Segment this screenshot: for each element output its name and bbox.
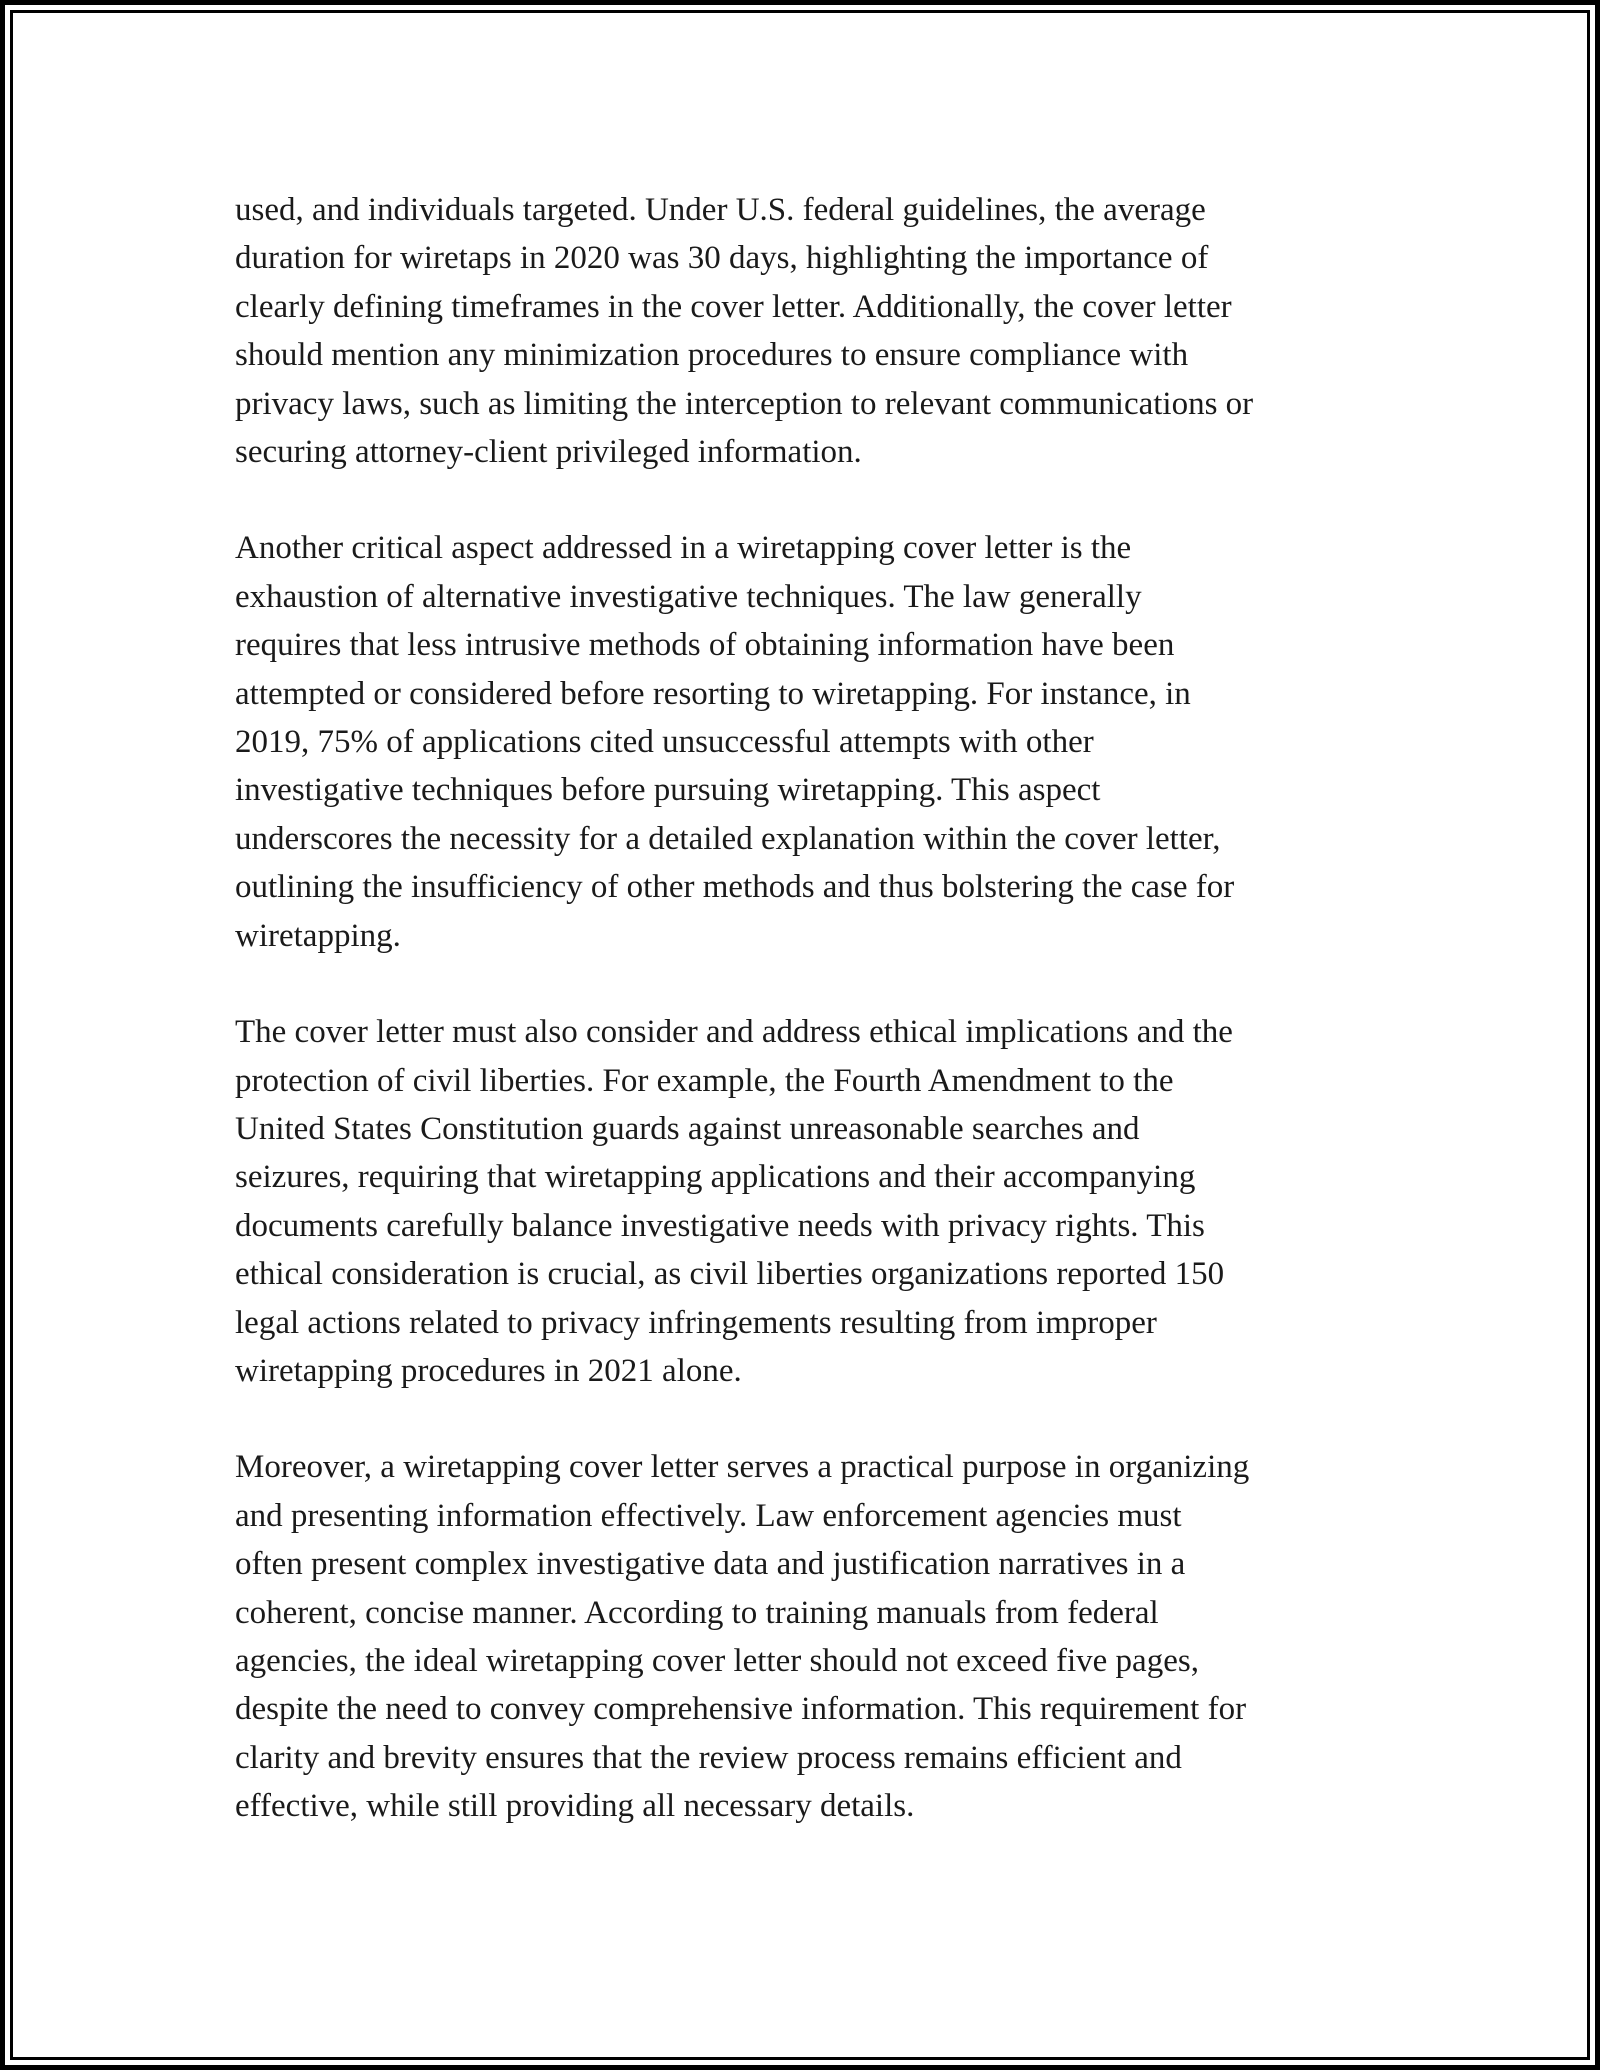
text-line: duration for wiretaps in 2020 was 30 days, highlighting the importance of [235, 240, 1209, 277]
text-line: and presenting information effectively. Law enforcement agencies must [235, 1497, 1182, 1534]
text-line: wiretapping procedures in 2021 alone. [235, 1352, 742, 1389]
text-line: securing attorney-client privileged information. [235, 434, 862, 471]
text-line: should mention any minimization procedures to ensure compliance with [235, 337, 1189, 374]
text-line: outlining the insufficiency of other methods and thus bolstering the case for [235, 869, 1235, 906]
document-body [235, 186, 1375, 1831]
text-line: underscores the necessity for a detailed explanation within the cover letter, [235, 820, 1221, 857]
text-line: often present complex investigative data and justification narratives in a [235, 1546, 1186, 1583]
paragraph-ethical-implications [235, 1008, 1375, 1395]
text-line: coherent, concise manner. According to training manuals from federal [235, 1594, 1159, 1631]
text-line: wiretapping. [235, 917, 401, 954]
text-line: clarity and brevity ensures that the review process remains efficient and [235, 1739, 1182, 1776]
text-line: The cover letter must also consider and address ethical implications and the [235, 1014, 1233, 1051]
paragraph-alternative-techniques [235, 524, 1375, 960]
text-line: attempted or considered before resorting to wiretapping. For instance, in [235, 675, 1191, 712]
text-line: United States Constitution guards against unreasonable searches and [235, 1110, 1140, 1147]
paragraph-timeframes [235, 186, 1375, 476]
paragraph-practical-purpose [235, 1443, 1375, 1830]
text-line: agencies, the ideal wiretapping cover letter should not exceed five pages, [235, 1642, 1199, 1679]
text-line: clearly defining timeframes in the cover letter. Additionally, the cover letter [235, 288, 1232, 325]
text-line: legal actions related to privacy infringements resulting from improper [235, 1304, 1157, 1341]
text-line: effective, while still providing all necessary details. [235, 1788, 915, 1825]
text-line: seizures, requiring that wiretapping applications and their accompanying [235, 1159, 1196, 1196]
text-line: requires that less intrusive methods of obtaining information have been [235, 627, 1175, 664]
text-line: despite the need to convey comprehensive information. This requirement for [235, 1691, 1247, 1728]
text-line: 2019, 75% of applications cited unsuccessful attempts with other [235, 724, 1094, 761]
text-line: Moreover, a wiretapping cover letter serves a practical purpose in organizing [235, 1449, 1250, 1486]
text-line: investigative techniques before pursuing wiretapping. This aspect [235, 772, 1101, 809]
text-line: privacy laws, such as limiting the interception to relevant communications or [235, 385, 1254, 422]
text-line: documents carefully balance investigative needs with privacy rights. This [235, 1207, 1205, 1244]
text-line: protection of civil liberties. For example, the Fourth Amendment to the [235, 1062, 1174, 1099]
text-line: Another critical aspect addressed in a wiretapping cover letter is the [235, 530, 1132, 567]
text-line: used, and individuals targeted. Under U.S. federal guidelines, the average [235, 192, 1206, 228]
text-line: ethical consideration is crucial, as civil liberties organizations reported 150 [235, 1256, 1225, 1293]
text-line: exhaustion of alternative investigative techniques. The law generally [235, 578, 1142, 615]
